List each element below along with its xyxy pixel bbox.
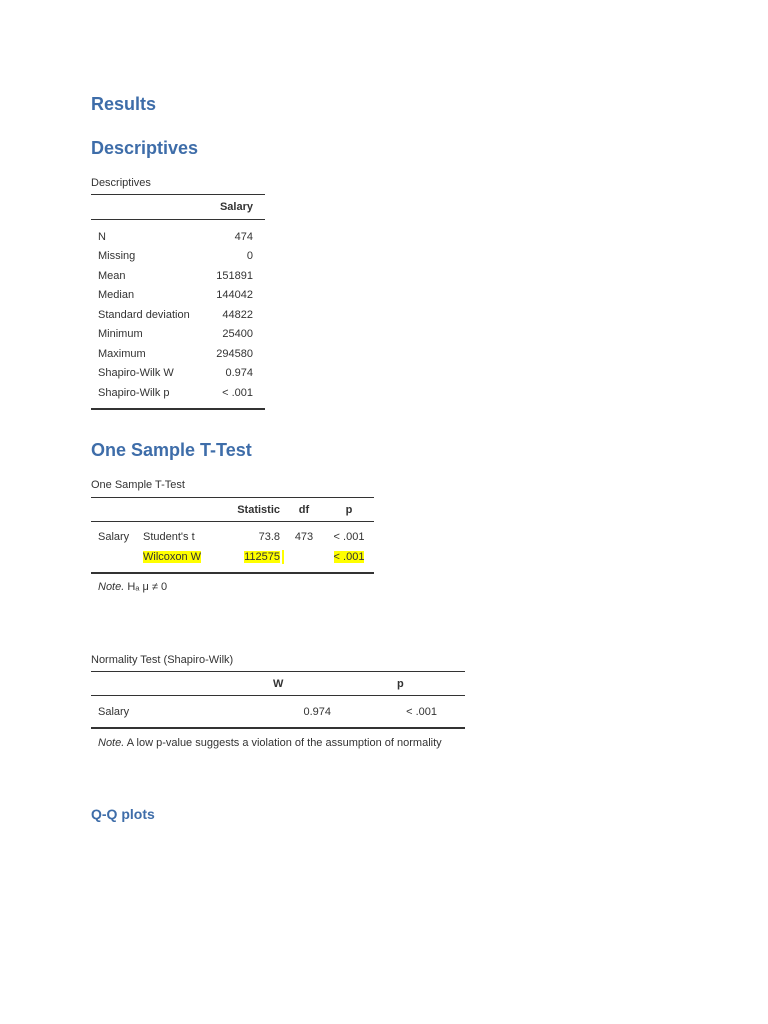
row-value: 474 (234, 230, 253, 243)
normality-header-row (91, 672, 465, 696)
descriptives-header-blank (91, 195, 208, 220)
row-label: Minimum (98, 328, 143, 341)
table-row (91, 325, 265, 345)
row-label: Maximum (98, 347, 146, 360)
ttest-variable-empty (91, 547, 143, 573)
row-value: 151891 (216, 269, 253, 282)
normality-header-blank (91, 672, 221, 696)
row-value: 144042 (216, 289, 253, 302)
row-label: Shapiro-Wilk p (98, 386, 170, 399)
ttest-p: < .001 (333, 531, 365, 543)
note-label: Note. (98, 737, 125, 749)
row-label: Shapiro-Wilk W (98, 367, 174, 380)
highlight-mark (282, 550, 284, 564)
normality-header-w: W (273, 677, 284, 690)
ttest-header-p: p (345, 503, 353, 516)
ttest-header-df: df (298, 503, 310, 516)
ttest-header-blank (143, 498, 221, 522)
row-label: Missing (98, 250, 136, 263)
ttest-header-blank (91, 498, 143, 522)
highlighted-text: 112575 (244, 551, 280, 563)
note-text: A low p-value suggests a violation of the assumption of normality (126, 737, 442, 749)
ttest-test-name: Student's t (143, 531, 195, 543)
ttest-df (284, 547, 324, 573)
ttest-test-name (143, 547, 221, 573)
row-label: N (98, 230, 106, 243)
normality-variable: Salary (98, 705, 130, 718)
table-row (91, 220, 265, 247)
ttest-heading: One Sample T-Test (91, 440, 252, 460)
row-value: 44822 (222, 308, 253, 321)
ttest-table (91, 497, 374, 574)
descriptives-heading: Descriptives (91, 138, 199, 158)
row-value: 0.974 (225, 367, 253, 380)
note-text: Hₐ μ ≠ 0 (127, 581, 168, 593)
row-value: < .001 (222, 386, 253, 399)
row-value: 294580 (216, 347, 253, 360)
descriptives-table (91, 194, 265, 410)
highlighted-text: < .001 (333, 551, 365, 563)
ttest-note (98, 581, 167, 593)
table-row (91, 286, 265, 306)
normality-table (91, 671, 465, 729)
table-row (91, 522, 374, 548)
ttest-variable: Salary (98, 531, 130, 543)
table-row (91, 547, 374, 573)
qq-plots-heading: Q-Q plots (91, 806, 155, 822)
ttest-header-row (91, 498, 374, 522)
highlighted-text: Wilcoxon W (143, 551, 202, 563)
note-label: Note. (98, 581, 125, 593)
results-heading: Results (91, 94, 157, 114)
descriptives-header-row (91, 195, 265, 220)
row-label: Mean (98, 269, 126, 282)
table-row (91, 266, 265, 286)
row-value: 25400 (222, 328, 253, 341)
ttest-caption: One Sample T-Test (91, 479, 185, 491)
table-row (91, 364, 265, 384)
table-row (91, 344, 265, 364)
table-row (91, 696, 465, 729)
table-row (91, 247, 265, 267)
normality-w: 0.974 (303, 705, 331, 718)
table-row (91, 305, 265, 325)
row-label: Standard deviation (98, 308, 190, 321)
table-row (91, 383, 265, 409)
normality-note (98, 737, 442, 749)
descriptives-header-salary: Salary (219, 201, 253, 213)
normality-caption: Normality Test (Shapiro-Wilk) (91, 654, 234, 666)
ttest-statistic (221, 547, 284, 573)
normality-p: < .001 (406, 705, 437, 718)
descriptives-caption: Descriptives (91, 177, 151, 189)
ttest-header-statistic: Statistic (237, 503, 280, 516)
ttest-statistic: 73.8 (258, 531, 280, 543)
ttest-p (324, 547, 374, 573)
ttest-df: 473 (294, 531, 314, 543)
row-label: Median (98, 289, 135, 302)
row-value: 0 (246, 250, 253, 263)
normality-header-p: p (397, 677, 404, 690)
